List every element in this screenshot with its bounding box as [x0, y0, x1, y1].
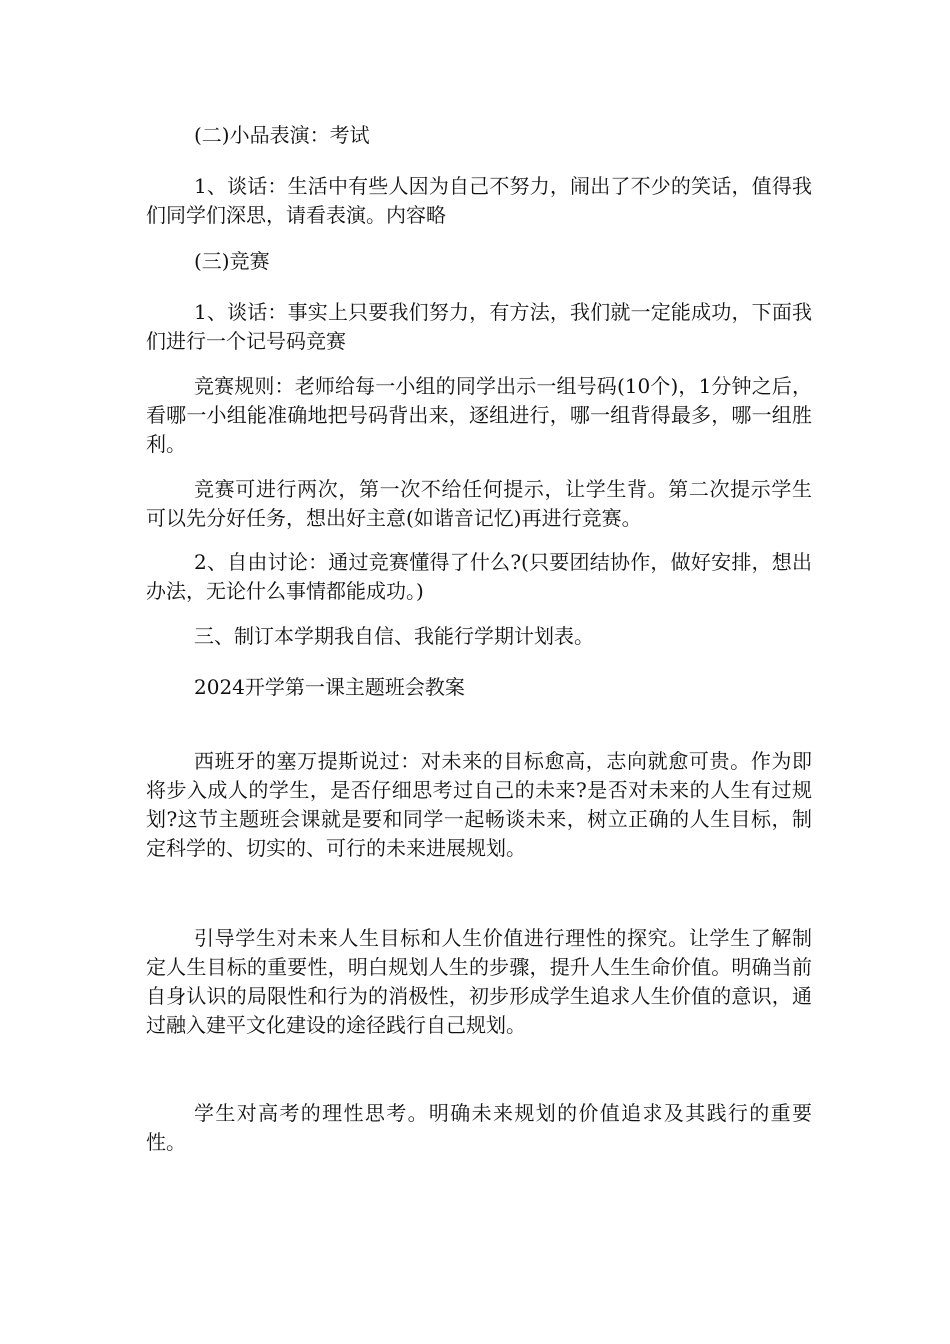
paragraph-intro: 西班牙的塞万提斯说过：对未来的目标愈高，志向就愈可贵。作为即将步入成人的学生，是否仔细思考过自己的未来?是否对未来的人生有过规划?这节主题班会课就是要和同学一起畅谈未来，树立正确的人生目标，制定科学的、切实的、可行的未来进展规划。 — [146, 749, 812, 860]
document-title: 2024开学第一课主题班会教案 — [194, 675, 465, 699]
paragraph-skit-talk: 1、谈话：生活中有些人因为自己不努力，闹出了不少的笑话，值得我们同学们深思，请看表演。内容略 — [146, 174, 812, 227]
section-heading-contest: (三)竞赛 — [194, 249, 270, 273]
paragraph-free-discussion: 2、自由讨论：通过竞赛懂得了什么?(只要团结协作，做好安排，想出办法，无论什么事情都能成功。) — [146, 550, 812, 603]
paragraph-contest-rounds: 竞赛可进行两次，第一次不给任何提示，让学生背。第二次提示学生可以先分好任务，想出好主意(如谐音记忆)再进行竞赛。 — [146, 477, 812, 530]
paragraph-contest-talk: 1、谈话：事实上只要我们努力，有方法，我们就一定能成功，下面我们进行一个记号码竞赛 — [146, 300, 812, 353]
section-heading-skit: (二)小品表演：考试 — [194, 123, 370, 147]
paragraph-goals: 引导学生对未来人生目标和人生价值进行理性的探究。让学生了解制定人生目标的重要性，明白规划人生的步骤，提升人生生命价值。明确当前自身认识的局限性和行为的消极性，初步形成学生追求人生价值的意识，通过融入建平文化建设的途径践行自己规划。 — [146, 926, 812, 1037]
paragraph-contest-rules: 竞赛规则：老师给每一小组的同学出示一组号码(10个)，1分钟之后，看哪一小组能准确地把号码背出来，逐组进行，哪一组背得最多，哪一组胜利。 — [146, 374, 812, 456]
section-heading-plan: 三、制订本学期我自信、我能行学期计划表。 — [194, 624, 594, 648]
paragraph-focus: 学生对高考的理性思考。明确未来规划的价值追求及其践行的重要性。 — [146, 1101, 812, 1154]
